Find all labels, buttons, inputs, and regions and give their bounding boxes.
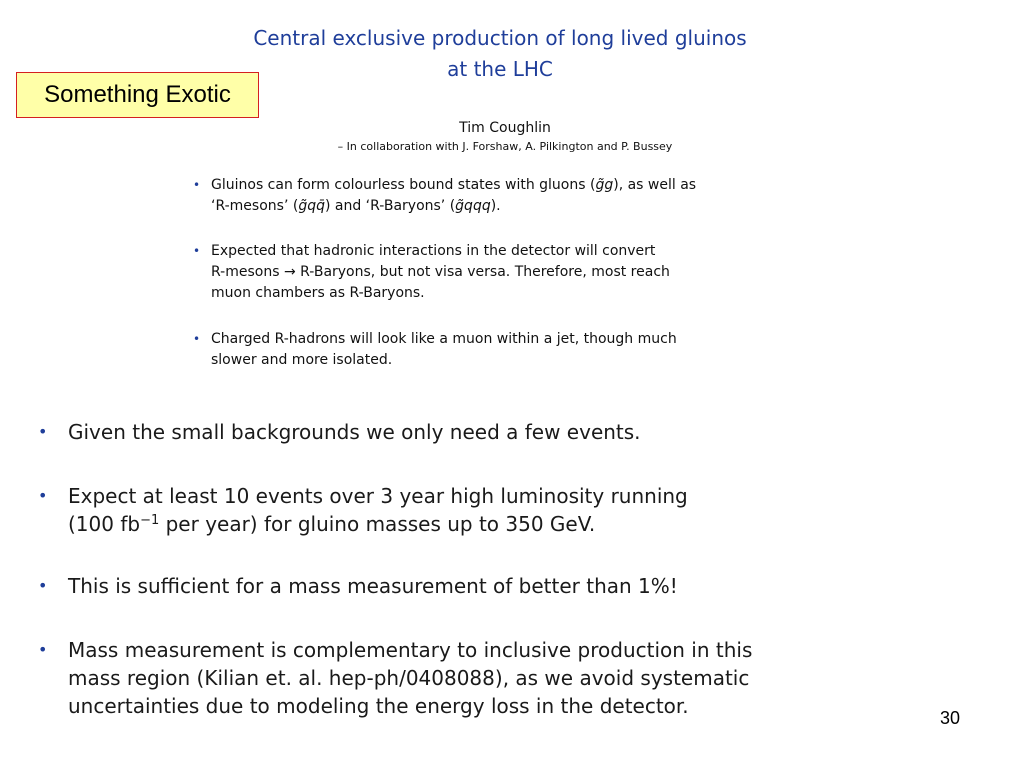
bullet-icon: • bbox=[193, 178, 201, 192]
main-bullet-2-line-1: Expect at least 10 events over 3 year high luminosity running bbox=[68, 484, 688, 508]
author-name: Tim Coughlin bbox=[459, 120, 551, 136]
section-label: Something Exotic bbox=[44, 81, 231, 108]
main-bullet-2 bbox=[38, 482, 688, 538]
main-bullet-2-line-2: (100 $fb^{-1}$ per year) for gluino masses up to 350 GeV. bbox=[68, 512, 596, 536]
summary-bullet-2-line-3: muon chambers as R-Baryons. bbox=[211, 285, 425, 301]
summary-bullet-1-text bbox=[211, 175, 696, 217]
summary-bullet-3-line-1: Charged R-hadrons will look like a muon within a jet, though much bbox=[211, 331, 677, 347]
main-bullet-4-line-3: uncertainties due to modeling the energy loss in the detector. bbox=[68, 694, 689, 718]
summary-bullet-2-line-1: Expected that hadronic interactions in the detector will convert bbox=[211, 243, 656, 259]
summary-bullet-3 bbox=[193, 329, 677, 371]
bullet-icon: • bbox=[38, 486, 48, 505]
summary-bullet-2-text bbox=[211, 241, 670, 304]
main-bullet-4 bbox=[38, 636, 752, 720]
main-bullet-2-text bbox=[68, 482, 688, 538]
page-number: 30 bbox=[939, 708, 961, 728]
summary-bullet-1 bbox=[193, 175, 696, 217]
bullet-icon: • bbox=[193, 244, 201, 258]
main-bullet-3-text bbox=[68, 572, 678, 600]
main-bullet-4-text bbox=[68, 636, 752, 720]
main-bullet-4-line-2: mass region (Kilian et. al. hep-ph/0408088), as we avoid systematic bbox=[68, 666, 750, 690]
bullet-icon: • bbox=[38, 576, 48, 595]
bullet-icon: • bbox=[38, 422, 48, 441]
main-bullet-1 bbox=[38, 418, 641, 446]
bullet-icon: • bbox=[193, 332, 201, 346]
bullet-icon: • bbox=[38, 640, 48, 659]
summary-bullet-3-line-2: slower and more isolated. bbox=[211, 352, 393, 368]
slide-title-line-2: at the LHC bbox=[447, 57, 553, 81]
collaboration-line: – In collaboration with J. Forshaw, A. Pilkington and P. Bussey bbox=[337, 140, 673, 153]
main-bullet-4-line-1: Mass measurement is complementary to inclusive production in this bbox=[68, 638, 753, 662]
slide-title-line-1: Central exclusive production of long lived gluinos bbox=[253, 26, 747, 50]
summary-bullet-1-line-1: Gluinos can form colourless bound states with gluons (g̃g), as well as bbox=[211, 177, 697, 193]
main-bullet-3-line-1: This is sufficient for a mass measurement of better than 1%! bbox=[68, 574, 678, 598]
summary-bullet-2 bbox=[193, 241, 670, 304]
main-bullet-3 bbox=[38, 572, 678, 600]
section-label-box bbox=[16, 72, 259, 118]
summary-bullet-3-text bbox=[211, 329, 677, 371]
main-bullet-1-line-1: Given the small backgrounds we only need a few events. bbox=[68, 420, 641, 444]
summary-bullet-1-line-2: ‘R-mesons’ (g̃qq̄) and ‘R-Baryons’ (g̃qqq). bbox=[211, 198, 501, 214]
main-bullet-1-text bbox=[68, 418, 641, 446]
summary-bullet-2-line-2: R-mesons → R-Baryons, but not visa versa. Therefore, most reach bbox=[211, 264, 670, 280]
